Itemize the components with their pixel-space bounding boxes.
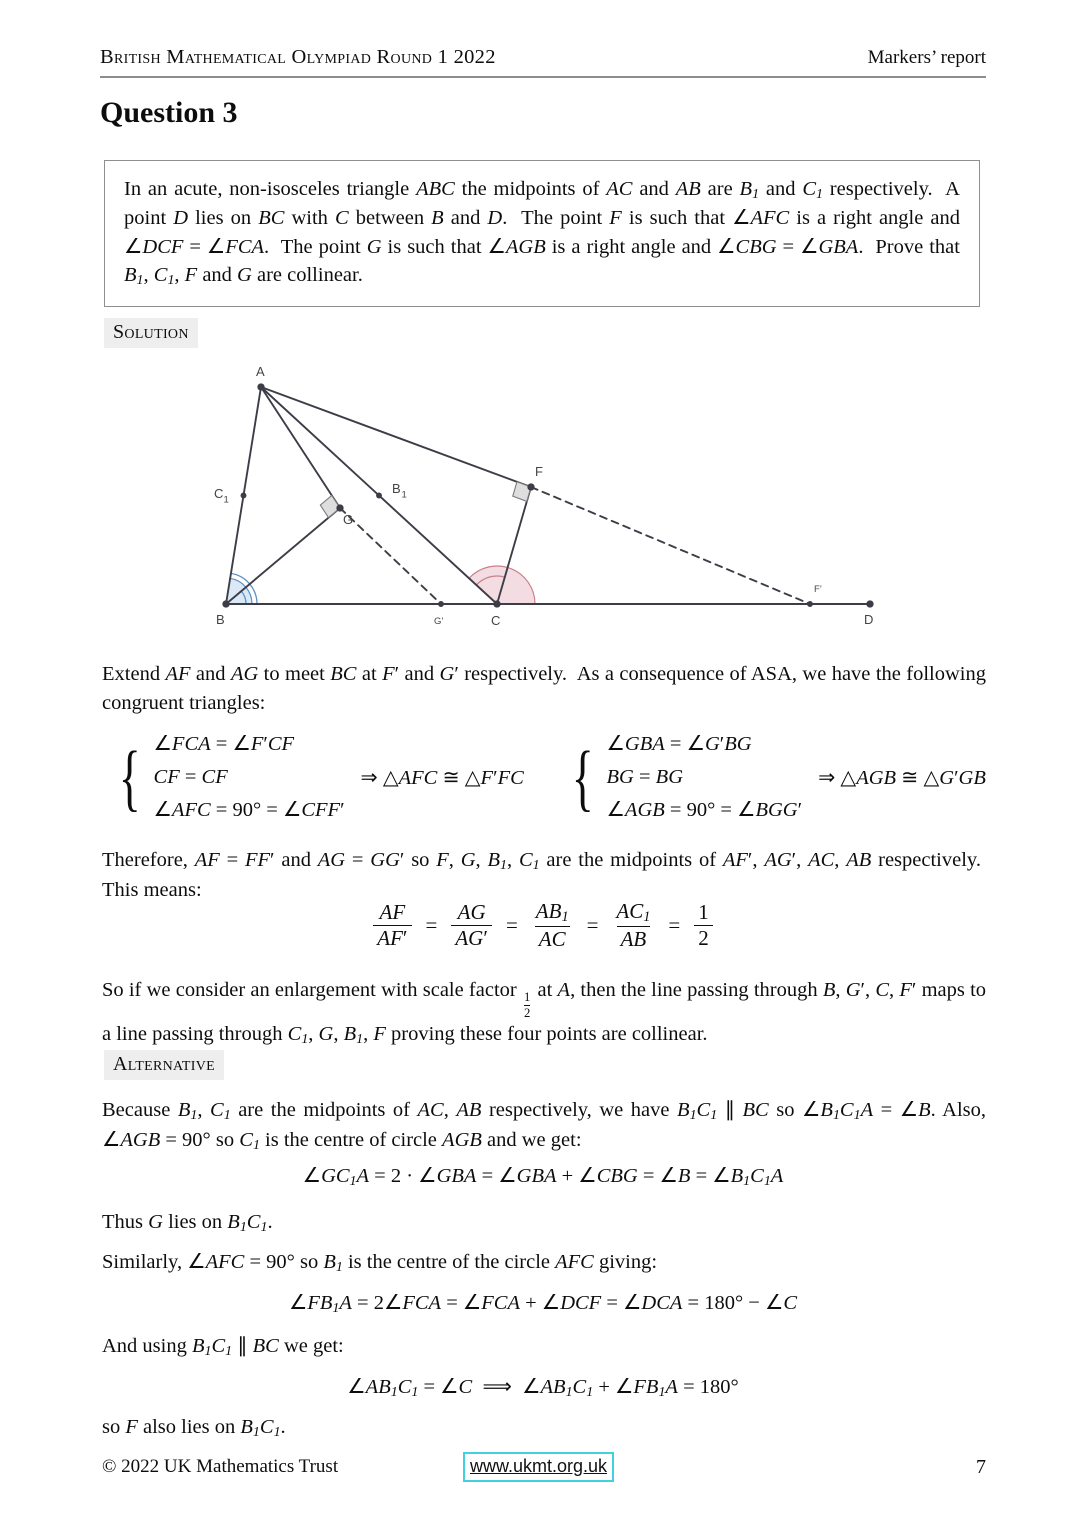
system-left [112,728,539,828]
fraction-denominator: AF′ [373,925,411,951]
footer-page-number: 7 [976,1456,986,1478]
header-title: British Mathematical Olympiad Round 1 2022 [100,46,496,68]
header-divider [100,76,986,78]
congruent-triangle-systems [112,728,992,828]
left-brace-icon: { [118,736,141,819]
figure-label-b1-text: B [392,481,401,496]
figure-label-c1-subscript: 1 [223,494,229,506]
paragraph-extend: Extend AF and AG to meet BC at F′ and G′ respectively. As a consequence of ASA, we have the following congruent triangles: [102,663,986,714]
paragraph-thus: Thus G lies on $B_1C_1$. [102,1211,273,1236]
problem-statement-text: In an acute, non-isosceles triangle ABC the midpoints of AC and AB are $B_1$ and $C_1$ respectively. A point D lies on BC with C between B and D. The point F is such that ∠AFC is a right angle and ∠DCF = ∠FCA. The point G is such that ∠AGB is a right angle and ∠CBG = ∠GBA. Prove that $B_1$, $C_1$, F and G are collinear. [124,178,961,288]
system-right-conclusion: ⇒ △AGB ≅ △G′GB [818,767,986,790]
fraction-equals-sign: = [586,913,599,938]
page-title: Question 3 [100,96,238,129]
paragraph-because: Because $B_1$, $C_1$ are the midpoints of AC, AB respectively, we have $B_1C_1$ ∥ BC so $\angle B_1C_1A$ = ∠B. Also, ∠AGB = 90° so $C_1$ is the centre of circle AGB and we get: [102,1099,987,1153]
fraction-equals-sign: = [668,913,681,938]
system-right [565,728,992,828]
system-right-line-2: BG = BG [606,766,683,789]
alternative-label: Alternative [104,1050,224,1080]
figure-label-b1-subscript: 1 [401,489,407,501]
footer-url-link[interactable]: www.ukmt.org.uk [463,1452,614,1482]
vertex-dot-b1 [377,493,382,498]
figure-label-f [535,464,543,479]
system-left-line-1: ∠FCA = ∠F′CF [153,733,295,755]
vertex-dot-a [258,384,264,390]
equation-gc1a: $\angle GC_1A = 2$ · ∠GBA = ∠GBA + ∠CBG = ∠B = $\angle B_1C_1A$ [302,1165,784,1190]
figure-label-g [343,512,353,527]
figure-label-g-text: G [343,512,354,527]
fraction-term [612,900,654,952]
fraction-term [694,901,713,951]
system-left-line-2: CF = CF [153,766,228,789]
figure-label-d-text: D [864,612,874,627]
system-right-lines [607,728,803,828]
vertex-dot-gprime [439,602,444,607]
paragraph-enlargement: So if we consider an enlargement with scale factor $\frac{1}{2}$ at A, then the line passing through B, G′, C, F′ maps to a line passing through $C_1$, G, $B_1$, F proving these four points are collinear. [102,979,987,1048]
fraction-chain-equation [0,900,1086,952]
paragraph-therefore: Therefore, AF = FF′ and AG = GG′ so F, G, $B_1$, $C_1$ are the midpoints of AF′, AG′, AC, AB respectively. This means: [102,849,987,901]
figure-label-gprime: G’ [434,616,444,627]
paragraph-sof: so F also lies on $B_1C_1$. [102,1416,286,1441]
figure-label-a [256,364,265,379]
figure-label-d [864,612,873,627]
system-left-line-3: ∠AFC = 90° = ∠CFF′ [153,799,345,822]
figure-label-b-text: B [216,612,225,627]
figure-label-c-text: C [491,613,501,628]
figure-label-c1 [214,486,229,506]
figure-label-b [216,612,225,627]
paragraph-similarly: Similarly, ∠AFC = 90° so $B_1$ is the centre of the circle AFC giving: [102,1251,658,1276]
paragraph-andusing: And using $B_1C_1$ ∥ BC we get: [102,1335,344,1360]
vertex-dot-f [528,484,534,490]
segment-f-fprime-dashed [531,487,810,604]
vertex-dot-b [223,601,229,607]
right-brace-icon: { [571,736,594,819]
figure-label-c1-text: C [214,486,224,501]
fraction-equals-sign: = [505,913,518,938]
equation-ab1c1: $\angle AB_1C_1$ = ∠C ⟹ $\angle AB_1C_1$ + $\angle FB_1A = 180^\circ$ [347,1376,739,1401]
fraction-term [373,901,411,951]
segment-af [261,387,531,487]
figure-label-f-text: F [535,464,543,479]
header-subtitle: Markers’ report [867,47,986,68]
figure-label-c [491,613,500,628]
footer-copyright: © 2022 UK Mathematics Trust [102,1456,339,1477]
vertex-dot-d [867,601,873,607]
vertex-dot-g [337,505,343,511]
fraction-numerator: AG [457,899,486,924]
fraction-term [451,901,492,951]
geometry-figure-svg [180,352,920,648]
fraction-numerator: 1 [698,899,709,924]
figure-label-fprime: F’ [814,584,822,595]
problem-statement-box [104,160,980,307]
fraction-denominator: AC [535,926,570,952]
segment-bg [226,508,340,604]
page-header [100,46,986,69]
system-left-conclusion: ⇒ △AFC ≅ △F′FC [360,767,524,790]
system-left-lines [154,728,345,828]
system-right-line-3: ∠AGB = 90° = ∠BGG′ [606,799,803,822]
vertex-dot-c [494,601,500,607]
fraction-term [532,900,573,952]
fraction-numerator: AF [379,899,406,924]
vertex-dot-c1 [241,493,246,498]
fraction-numerator: $AB_1$ [535,899,569,926]
equation-fb1a: $\angle FB_1A$ = 2∠FCA = ∠FCA + ∠DCF = ∠DCA = 180° − ∠C [288,1292,798,1317]
fraction-equals-sign: = [425,913,438,938]
vertex-dot-fprime [808,602,813,607]
segment-g-gprime-dashed [340,508,441,604]
system-right-line-1: ∠GBA = ∠G′BG [606,733,752,755]
fraction-denominator: AG′ [451,925,492,951]
fraction-denominator: AB [617,926,651,952]
fraction-denominator: 2 [694,925,713,951]
figure-label-a-text: A [256,364,265,379]
fraction-numerator: $AC_1$ [616,899,651,926]
solution-label: Solution [104,318,198,348]
geometry-figure [180,352,920,648]
figure-label-b1 [392,481,407,501]
